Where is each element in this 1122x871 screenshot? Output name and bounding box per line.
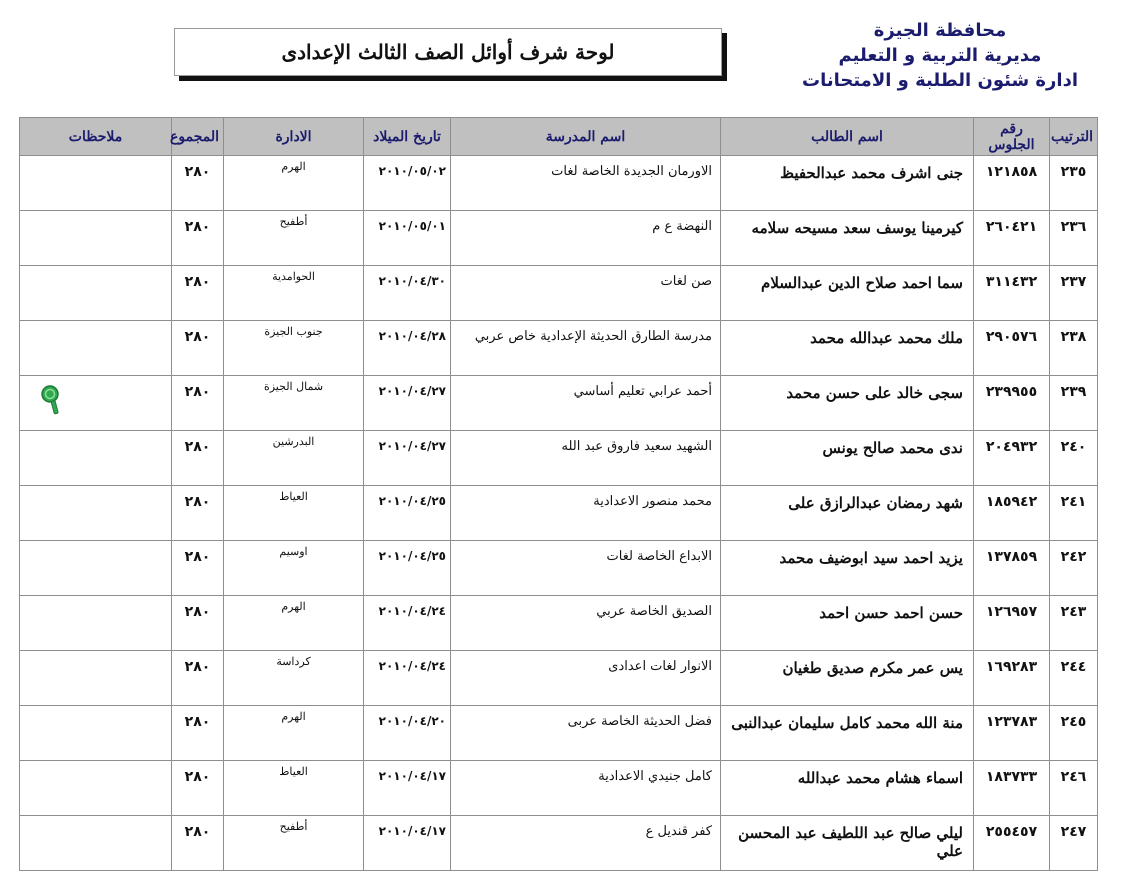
col-header-birth-date: تاريخ الميلاد <box>364 118 451 156</box>
col-header-rank: الترتيب <box>1050 118 1098 156</box>
total-score-cell: ٢٨٠ <box>172 266 224 321</box>
administration-cell: شمال الجيزة <box>224 376 364 431</box>
birth-date-cell: ٢٠١٠/٠٤/٢٠ <box>364 706 451 761</box>
rank-cell: ٢٣٩ <box>1050 376 1098 431</box>
student-name-cell: ليلي صالح عبد اللطيف عبد المحسن علي <box>721 816 974 871</box>
school-name-cell: الابداع الخاصة لغات <box>451 541 721 596</box>
administration-cell: البدرشين <box>224 431 364 486</box>
rank-cell: ٢٤٣ <box>1050 596 1098 651</box>
student-name-cell: سجى خالد على حسن محمد <box>721 376 974 431</box>
birth-date-cell: ٢٠١٠/٠٤/٣٠ <box>364 266 451 321</box>
rank-cell: ٢٤٤ <box>1050 651 1098 706</box>
administration-cell: الهرم <box>224 706 364 761</box>
table-row <box>20 761 1098 816</box>
table-row <box>20 211 1098 266</box>
seat-number-cell: ٢٣٩٩٥٥ <box>974 376 1050 431</box>
department-label: ادارة شئون الطلبة و الامتحانات <box>802 70 1078 91</box>
total-score-cell: ٢٨٠ <box>172 706 224 761</box>
school-name-cell: فضل الحديثة الخاصة عربى <box>451 706 721 761</box>
school-name-cell: كفر قنديل ع <box>451 816 721 871</box>
governorate-label: محافظة الجيزة <box>873 20 1007 41</box>
birth-date-cell: ٢٠١٠/٠٤/١٧ <box>364 816 451 871</box>
administration-cell: كرداسة <box>224 651 364 706</box>
rank-cell: ٢٣٥ <box>1050 156 1098 211</box>
seat-number-cell: ٢٦٠٤٢١ <box>974 211 1050 266</box>
school-name-cell: الشهيد سعيد فاروق عبد الله <box>451 431 721 486</box>
birth-date-cell: ٢٠١٠/٠٤/٢٤ <box>364 596 451 651</box>
rank-cell: ٢٣٧ <box>1050 266 1098 321</box>
table-row <box>20 321 1098 376</box>
seat-number-cell: ١٣٧٨٥٩ <box>974 541 1050 596</box>
seat-number-cell: ٣١١٤٣٢ <box>974 266 1050 321</box>
student-name-cell: شهد رمضان عبدالرازق على <box>721 486 974 541</box>
student-name-cell: جنى اشرف محمد عبدالحفيظ <box>721 156 974 211</box>
table-row <box>20 431 1098 486</box>
birth-date-cell: ٢٠١٠/٠٤/٢٥ <box>364 541 451 596</box>
directorate-label: مديرية التربية و التعليم <box>838 45 1042 66</box>
school-name-cell: الانوار لغات اعدادى <box>451 651 721 706</box>
seat-number-cell: ١٢١٨٥٨ <box>974 156 1050 211</box>
table-row <box>20 706 1098 761</box>
seat-number-cell: ١٢٦٩٥٧ <box>974 596 1050 651</box>
magnifier-icon <box>40 384 64 416</box>
col-header-school-name: اسم المدرسة <box>451 118 721 156</box>
col-header-seat-number: رقم الجلوس <box>974 118 1050 156</box>
table-row <box>20 541 1098 596</box>
table-header-row <box>20 118 1098 156</box>
total-score-cell: ٢٨٠ <box>172 431 224 486</box>
school-name-cell: صن لغات <box>451 266 721 321</box>
honor-roll-table <box>19 117 1098 871</box>
rank-cell: ٢٤٠ <box>1050 431 1098 486</box>
total-score-cell: ٢٨٠ <box>172 651 224 706</box>
seat-number-cell: ١٢٣٧٨٣ <box>974 706 1050 761</box>
notes-cell <box>20 706 172 761</box>
total-score-cell: ٢٨٠ <box>172 761 224 816</box>
school-name-cell: محمد منصور الاعدادية <box>451 486 721 541</box>
administration-cell: أطفيح <box>224 816 364 871</box>
table-row <box>20 376 1098 431</box>
rank-cell: ٢٣٦ <box>1050 211 1098 266</box>
student-name-cell: منة الله محمد كامل سليمان عبدالنبى <box>721 706 974 761</box>
notes-cell <box>20 156 172 211</box>
administration-cell: الهرم <box>224 156 364 211</box>
total-score-cell: ٢٨٠ <box>172 816 224 871</box>
notes-cell <box>20 211 172 266</box>
table-row <box>20 486 1098 541</box>
total-score-cell: ٢٨٠ <box>172 541 224 596</box>
administration-cell: اوسيم <box>224 541 364 596</box>
notes-cell <box>20 321 172 376</box>
seat-number-cell: ٢٥٥٤٥٧ <box>974 816 1050 871</box>
notes-cell <box>20 266 172 321</box>
student-name-cell: سما احمد صلاح الدين عبدالسلام <box>721 266 974 321</box>
student-name-cell: اسماء هشام محمد عبدالله <box>721 761 974 816</box>
school-name-cell: الاورمان الجديدة الخاصة لغات <box>451 156 721 211</box>
table-row <box>20 651 1098 706</box>
birth-date-cell: ٢٠١٠/٠٤/٢٧ <box>364 376 451 431</box>
total-score-cell: ٢٨٠ <box>172 486 224 541</box>
page-title: لوحة شرف أوائل الصف الثالث الإعدادى <box>281 40 615 64</box>
school-name-cell: الصديق الخاصة عربي <box>451 596 721 651</box>
rank-cell: ٢٤٥ <box>1050 706 1098 761</box>
school-name-cell: كامل جنيدي الاعدادية <box>451 761 721 816</box>
notes-cell <box>20 431 172 486</box>
rank-cell: ٢٤٧ <box>1050 816 1098 871</box>
notes-cell <box>20 486 172 541</box>
seat-number-cell: ١٦٩٢٨٣ <box>974 651 1050 706</box>
notes-cell <box>20 596 172 651</box>
birth-date-cell: ٢٠١٠/٠٤/٢٧ <box>364 431 451 486</box>
administration-cell: الهرم <box>224 596 364 651</box>
administration-cell: العياط <box>224 486 364 541</box>
student-name-cell: يس عمر مكرم صديق طغيان <box>721 651 974 706</box>
birth-date-cell: ٢٠١٠/٠٤/١٧ <box>364 761 451 816</box>
col-header-total: المجموع <box>172 118 224 156</box>
student-name-cell: ندى محمد صالح يونس <box>721 431 974 486</box>
notes-cell <box>20 651 172 706</box>
total-score-cell: ٢٨٠ <box>172 376 224 431</box>
table-row <box>20 816 1098 871</box>
student-name-cell: ملك محمد عبدالله محمد <box>721 321 974 376</box>
notes-cell <box>20 816 172 871</box>
total-score-cell: ٢٨٠ <box>172 596 224 651</box>
table-row <box>20 156 1098 211</box>
table-row <box>20 266 1098 321</box>
seat-number-cell: ٢٠٤٩٣٢ <box>974 431 1050 486</box>
notes-cell <box>20 541 172 596</box>
administration-cell: جنوب الجيزة <box>224 321 364 376</box>
student-name-cell: حسن احمد حسن احمد <box>721 596 974 651</box>
seat-number-cell: ١٨٣٧٣٣ <box>974 761 1050 816</box>
school-name-cell: أحمد عرابي تعليم أساسي <box>451 376 721 431</box>
birth-date-cell: ٢٠١٠/٠٤/٢٥ <box>364 486 451 541</box>
seat-number-cell: ١٨٥٩٤٢ <box>974 486 1050 541</box>
rank-cell: ٢٤٦ <box>1050 761 1098 816</box>
table-row <box>20 596 1098 651</box>
birth-date-cell: ٢٠١٠/٠٤/٢٤ <box>364 651 451 706</box>
rank-cell: ٢٣٨ <box>1050 321 1098 376</box>
administration-cell: العياط <box>224 761 364 816</box>
birth-date-cell: ٢٠١٠/٠٥/٠٢ <box>364 156 451 211</box>
school-name-cell: النهضة ع م <box>451 211 721 266</box>
birth-date-cell: ٢٠١٠/٠٤/٢٨ <box>364 321 451 376</box>
total-score-cell: ٢٨٠ <box>172 211 224 266</box>
organization-header <box>790 18 1090 93</box>
birth-date-cell: ٢٠١٠/٠٥/٠١ <box>364 211 451 266</box>
administration-cell: أطفيح <box>224 211 364 266</box>
seat-number-cell: ٢٩٠٥٧٦ <box>974 321 1050 376</box>
student-name-cell: يزيد احمد سيد ابوضيف محمد <box>721 541 974 596</box>
col-header-notes: ملاحظات <box>20 118 172 156</box>
total-score-cell: ٢٨٠ <box>172 156 224 211</box>
col-header-administration: الادارة <box>224 118 364 156</box>
student-name-cell: كيرمينا يوسف سعد مسيحه سلامه <box>721 211 974 266</box>
page-title-box <box>174 28 722 76</box>
rank-cell: ٢٤٢ <box>1050 541 1098 596</box>
notes-cell <box>20 761 172 816</box>
col-header-student-name: اسم الطالب <box>721 118 974 156</box>
administration-cell: الحوامدية <box>224 266 364 321</box>
rank-cell: ٢٤١ <box>1050 486 1098 541</box>
total-score-cell: ٢٨٠ <box>172 321 224 376</box>
school-name-cell: مدرسة الطارق الحديثة الإعدادية خاص عربي <box>451 321 721 376</box>
